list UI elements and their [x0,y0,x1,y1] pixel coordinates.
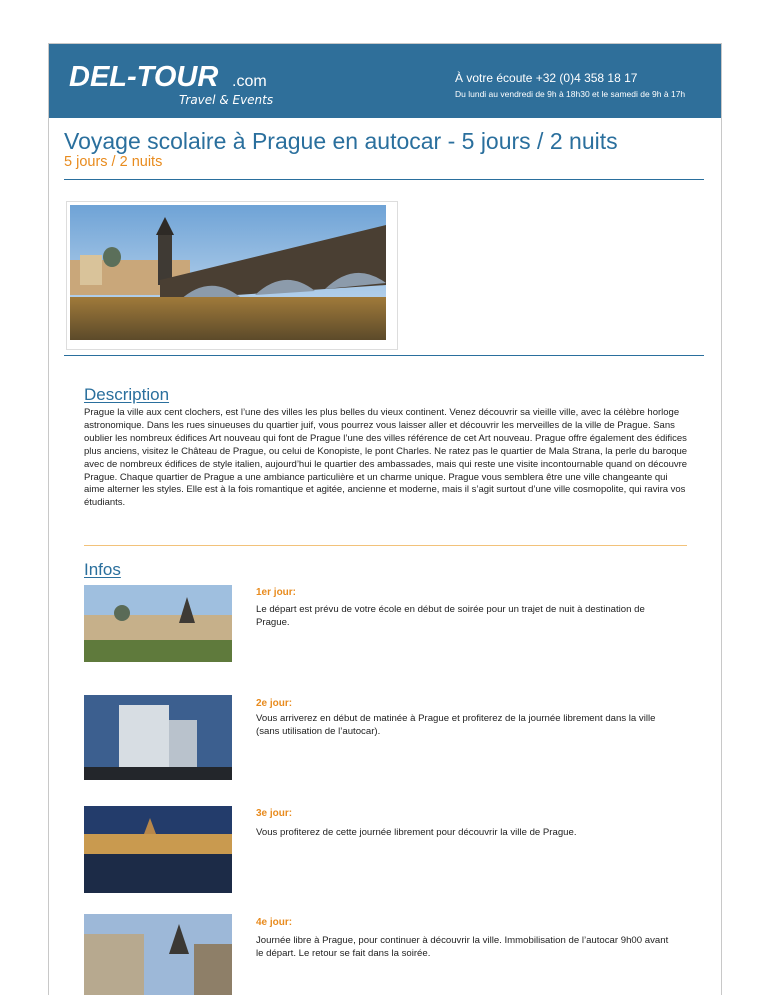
contact-hours: Du lundi au vendredi de 9h à 18h30 et le samedi de 9h à 17h [455,89,686,99]
prague-old-town-image [84,914,232,995]
description-heading[interactable]: Description [84,385,170,404]
description-text: Prague la ville aux cent clochers, est l’une des villes les plus belles du vieux continent. Venez découvrir sa vieille ville, avec la célèbre horloge astronomique. Dans les rues sinueuses du quartier juif, vous pourrez vous laisser aller et découvrir les merveilles de la ville de Prague. Sans oublier les nombreux édifices Art nouveau qui font de Prague l’une des villes référence de cet Art nouveau. Prague offre également des édifices plus anciens, visitez le Château de Prague, ou celui de Konopiste, le pont Charles. Ne ratez pas le quartier de Mala Strana, la perle du baroque avec de nombreux édifices de style italien, aujourd’hui le quartier des ambassades, mais qui reste une visite incontournable quand on découvre Prague. Chaque quartier de Prague a une ambiance particulière et un charme unique. Prague vous semblera être une ville changeante qui aime alterner les styles. Elle est à la fois romantique et agitée, ancienne et moderne, mais il s’agit surtout d’une ville cosmopolite, qui ravira vos étudiants. [84,407,688,509]
day-3-text: Vous profiterez de cette journée librement pour découvrir la ville de Prague. [256,827,577,838]
contact-phone: À votre écoute +32 (0)4 358 18 17 [455,71,638,85]
day-1-title: 1er jour: [256,587,297,598]
charles-bridge-image [70,205,386,340]
document-page [48,43,722,995]
day-2-title: 2e jour: [256,698,293,709]
hero-photo-charles-bridge [66,201,398,350]
logo-main: DEL-TOUR [69,61,219,93]
hotel-building-image [84,695,232,780]
deltour-logo[interactable] [69,58,309,108]
day-4-text: Journée libre à Prague, pour continuer à découvrir la ville. Immobilisation de l’autocar 9h00 avant le départ. Le retour se fait dans la soirée. [256,935,669,959]
day-1-text: Le départ est prévu de votre école en début de soirée pour un trajet de nuit à destination de Prague. [256,604,645,628]
day-3-photo [84,806,232,883]
page-title: Voyage scolaire à Prague en autocar - 5 jours / 2 nuits [64,128,618,154]
day-1-photo [84,585,232,662]
day-4-title: 4e jour: [256,917,293,928]
day-2-photo [84,695,232,772]
day-3-title: 3e jour: [256,808,293,819]
logo-tagline: Travel & Events [179,93,274,107]
prague-castle-night-image [84,806,232,893]
logo-graphic [69,58,309,108]
section-divider [84,545,687,546]
contact-info [455,71,685,99]
day-2-text: Vous arriverez en début de matinée à Prague et profiterez de la journée librement dans la ville (sans utilisation de l’autocar). [256,713,656,737]
hero-divider [64,355,704,356]
prague-skyline-image [84,585,232,662]
day-4-photo [84,914,232,991]
infos-heading[interactable]: Infos [84,560,121,579]
site-header [49,44,721,118]
title-divider [64,179,704,180]
logo-domain: .com [232,73,267,90]
page-subtitle: 5 jours / 2 nuits [64,154,163,170]
